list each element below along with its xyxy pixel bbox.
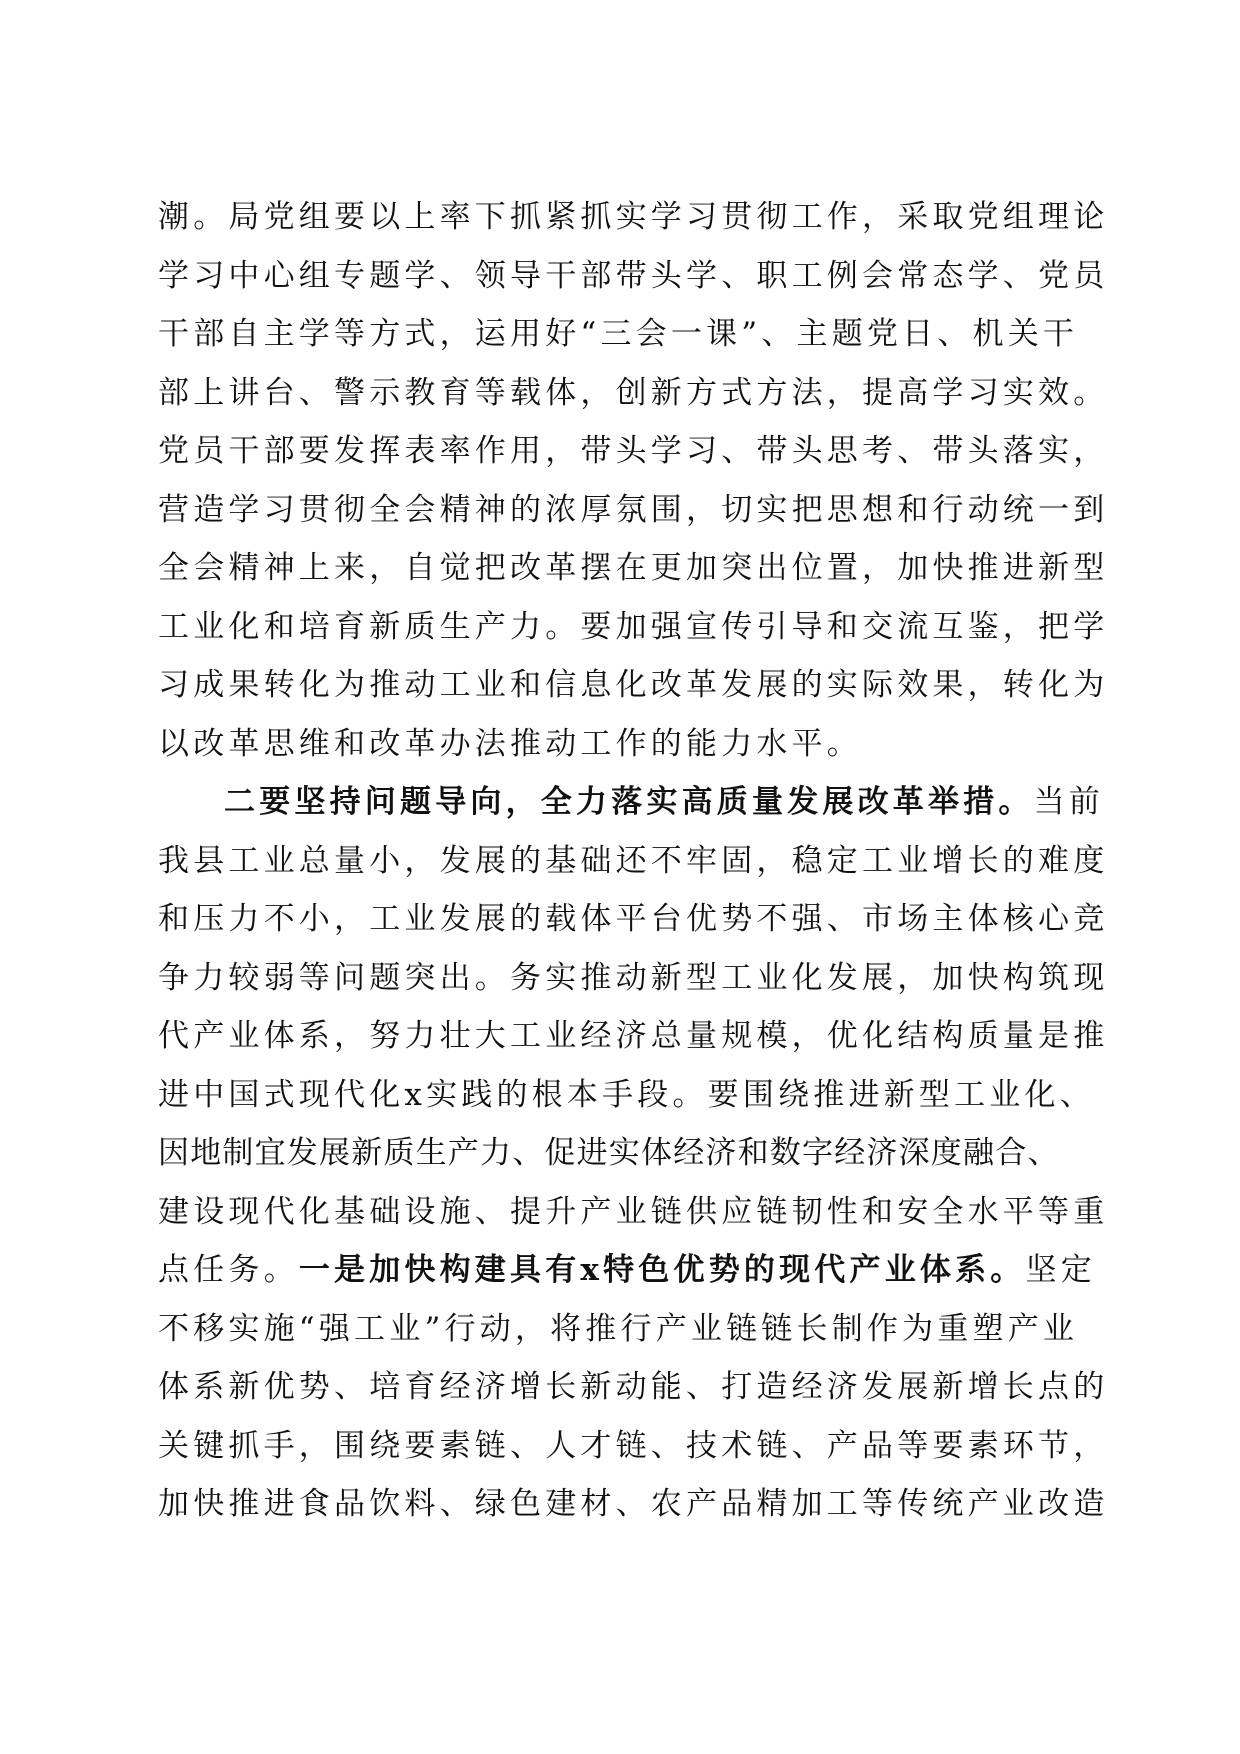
body-text-segment: 党员干部要发挥表率作用，带头学习、带头思考、带头落实，	[158, 433, 1109, 469]
text-line	[158, 1007, 1109, 1066]
text-line	[158, 1417, 1109, 1476]
body-text-segment: 部上讲台、警示教育等载体，创新方式方法，提高学习实效。	[158, 374, 1109, 411]
bold-heading-text: 二要坚持问题导向，全力落实高质量发展改革举措。	[224, 784, 1034, 820]
body-text-segment: 学习中心组专题学、领导干部带头学、职工例会常态学、党员	[158, 257, 1109, 294]
body-text	[158, 188, 1109, 1534]
body-text-segment: 坚定	[1025, 1252, 1096, 1288]
text-line	[158, 949, 1109, 1008]
body-text-segment: 建设现代化基础设施、提升产业链供应链韧性和安全水平等重	[158, 1193, 1109, 1230]
text-line	[158, 305, 1079, 364]
body-text-segment: 体系新优势、培育经济增长新动能、打造经济发展新增长点的	[158, 1369, 1109, 1405]
text-line	[158, 364, 1109, 423]
body-text-segment: 点任务。	[158, 1252, 299, 1288]
text-line	[158, 188, 1109, 247]
body-text-segment: 习成果转化为推动工业和信息化改革发展的实际效果，转化为	[158, 667, 1109, 703]
bold-heading-text: 一是加快构建具有x特色优势的现代产业体系。	[298, 1252, 1026, 1288]
text-line	[158, 1183, 1109, 1242]
text-line	[158, 832, 1109, 891]
text-line	[158, 1124, 1058, 1183]
text-line	[158, 890, 1109, 949]
text-line	[158, 1475, 1109, 1534]
body-text-segment: 关键抓手，围绕要素链、人才链、技术链、产品等要素环节，	[158, 1427, 1109, 1464]
text-line	[158, 422, 1109, 481]
body-text-segment: 我县工业总量小，发展的基础还不牢固，稳定工业增长的难度	[158, 842, 1109, 879]
body-text-segment: 因地制宜发展新质生产力、促进实体经济和数字经济深度融合、	[158, 1135, 1060, 1171]
body-text-segment: 干部自主学等方式，运用好“三会一课”、主题党日、机关干	[158, 316, 1079, 352]
text-line	[158, 481, 1109, 540]
body-text-segment: 不移实施“强工业”行动，将推行产业链链长制作为重塑产业	[158, 1310, 1079, 1347]
text-line	[158, 1241, 1096, 1300]
text-line	[158, 1300, 1079, 1359]
body-text-segment: 工业化和培育新质生产力。要加强宣传引导和交流互鉴，把学	[158, 608, 1109, 645]
text-line	[158, 1066, 1095, 1125]
body-text-segment: 争力较弱等问题突出。务实推动新型工业化发展，加快构筑现	[158, 959, 1109, 996]
text-line	[158, 715, 1058, 774]
body-text-segment: 营造学习贯彻全会精神的浓厚氛围，切实把思想和行动统一到	[158, 491, 1109, 528]
body-text-segment: 代产业体系，努力壮大工业经济总量规模，优化结构质量是推	[158, 1018, 1109, 1054]
body-text-segment: 全会精神上来，自觉把改革摆在更加突出位置，加快推进新型	[158, 550, 1109, 586]
body-text-segment: 以改革思维和改革办法推动工作的能力水平。	[158, 725, 862, 762]
body-text-segment: 当前	[1033, 784, 1105, 820]
text-line	[158, 1358, 1109, 1417]
text-line	[158, 656, 1109, 715]
text-line	[158, 773, 1105, 832]
body-text-segment: 潮。局党组要以上率下抓紧抓实学习贯彻工作，采取党组理论	[158, 199, 1109, 235]
body-text-segment: 和压力不小，工业发展的载体平台优势不强、市场主体核心竞	[158, 901, 1109, 937]
text-line	[158, 539, 1109, 598]
text-line	[158, 598, 1109, 657]
body-text-segment: 进中国式现代化x实践的根本手段。要围绕推进新型工业化、	[158, 1076, 1095, 1113]
text-line	[158, 247, 1109, 306]
body-text-segment: 加快推进食品饮料、绿色建材、农产品精加工等传统产业改造	[158, 1486, 1109, 1522]
